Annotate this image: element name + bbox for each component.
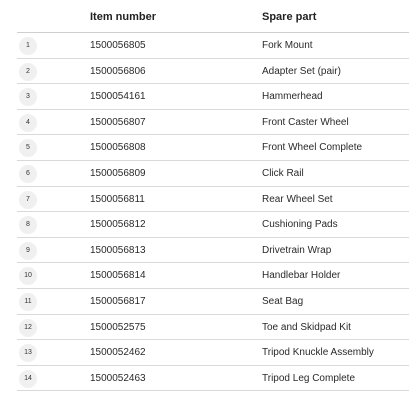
item-number-cell: 1500056812 <box>90 219 146 231</box>
table-row <box>17 238 409 264</box>
row-number-badge: 12 <box>19 319 37 337</box>
spare-part-cell: Toe and Skidpad Kit <box>262 321 351 333</box>
spare-part-cell: Front Caster Wheel <box>262 116 349 128</box>
table-body <box>17 33 409 391</box>
spare-part-cell: Tripod Knuckle Assembly <box>262 347 374 359</box>
table-row <box>17 289 409 315</box>
spare-part-cell: Fork Mount <box>262 40 313 51</box>
row-number-badge: 14 <box>19 370 37 388</box>
table-row <box>17 59 409 85</box>
row-number-badge: 3 <box>19 88 37 106</box>
table-row <box>17 161 409 187</box>
item-number-cell: 1500052463 <box>90 372 146 384</box>
table-row <box>17 33 409 59</box>
spare-part-cell: Adapter Set (pair) <box>262 65 341 77</box>
item-number-cell: 1500056813 <box>90 244 146 256</box>
item-number-cell: 1500056811 <box>90 193 145 205</box>
table-row <box>17 187 409 213</box>
spare-part-cell: Tripod Leg Complete <box>262 372 356 384</box>
table-row <box>17 212 409 238</box>
row-number-badge: 4 <box>19 114 37 132</box>
row-number-badge: 7 <box>19 191 37 209</box>
row-number-badge: 1 <box>19 37 37 55</box>
table-row <box>17 84 409 110</box>
header-spare-part: Spare part <box>262 11 317 23</box>
spare-part-cell: Click Rail <box>262 167 304 179</box>
table-row <box>17 315 409 341</box>
table-row <box>17 135 409 161</box>
item-number-cell: 1500054161 <box>90 91 146 103</box>
spare-part-cell: Cushioning Pads <box>262 219 338 231</box>
spare-part-cell: Rear Wheel Set <box>262 193 333 205</box>
item-number-cell: 1500056805 <box>90 40 146 51</box>
spare-part-cell: Seat Bag <box>262 295 304 307</box>
item-number-cell: 1500052462 <box>90 347 146 359</box>
item-number-cell: 1500056807 <box>90 116 146 128</box>
spare-part-cell: Drivetrain Wrap <box>262 244 332 256</box>
item-number-cell: 1500056808 <box>90 142 146 154</box>
spare-part-cell: Front Wheel Complete <box>262 142 363 154</box>
row-number-badge: 10 <box>19 267 37 285</box>
row-number-badge: 11 <box>19 293 37 311</box>
item-number-cell: 1500052575 <box>90 321 146 333</box>
spare-parts-table <box>17 0 409 391</box>
item-number-cell: 1500056814 <box>90 270 146 282</box>
item-number-cell: 1500056817 <box>90 295 146 307</box>
spare-part-cell: Handlebar Holder <box>262 270 341 282</box>
table-header <box>17 0 409 33</box>
row-number-badge: 6 <box>19 165 37 183</box>
item-number-cell: 1500056806 <box>90 65 146 77</box>
row-number-badge: 13 <box>19 344 37 362</box>
row-number-badge: 8 <box>19 216 37 234</box>
table-row <box>17 340 409 366</box>
row-number-badge: 2 <box>19 63 37 81</box>
row-number-badge: 5 <box>19 139 37 157</box>
table-row <box>17 110 409 136</box>
table-row <box>17 366 409 392</box>
item-number-cell: 1500056809 <box>90 167 146 179</box>
header-item-number: Item number <box>90 11 157 23</box>
table-row <box>17 263 409 289</box>
row-number-badge: 9 <box>19 242 37 260</box>
spare-part-cell: Hammerhead <box>262 91 323 103</box>
